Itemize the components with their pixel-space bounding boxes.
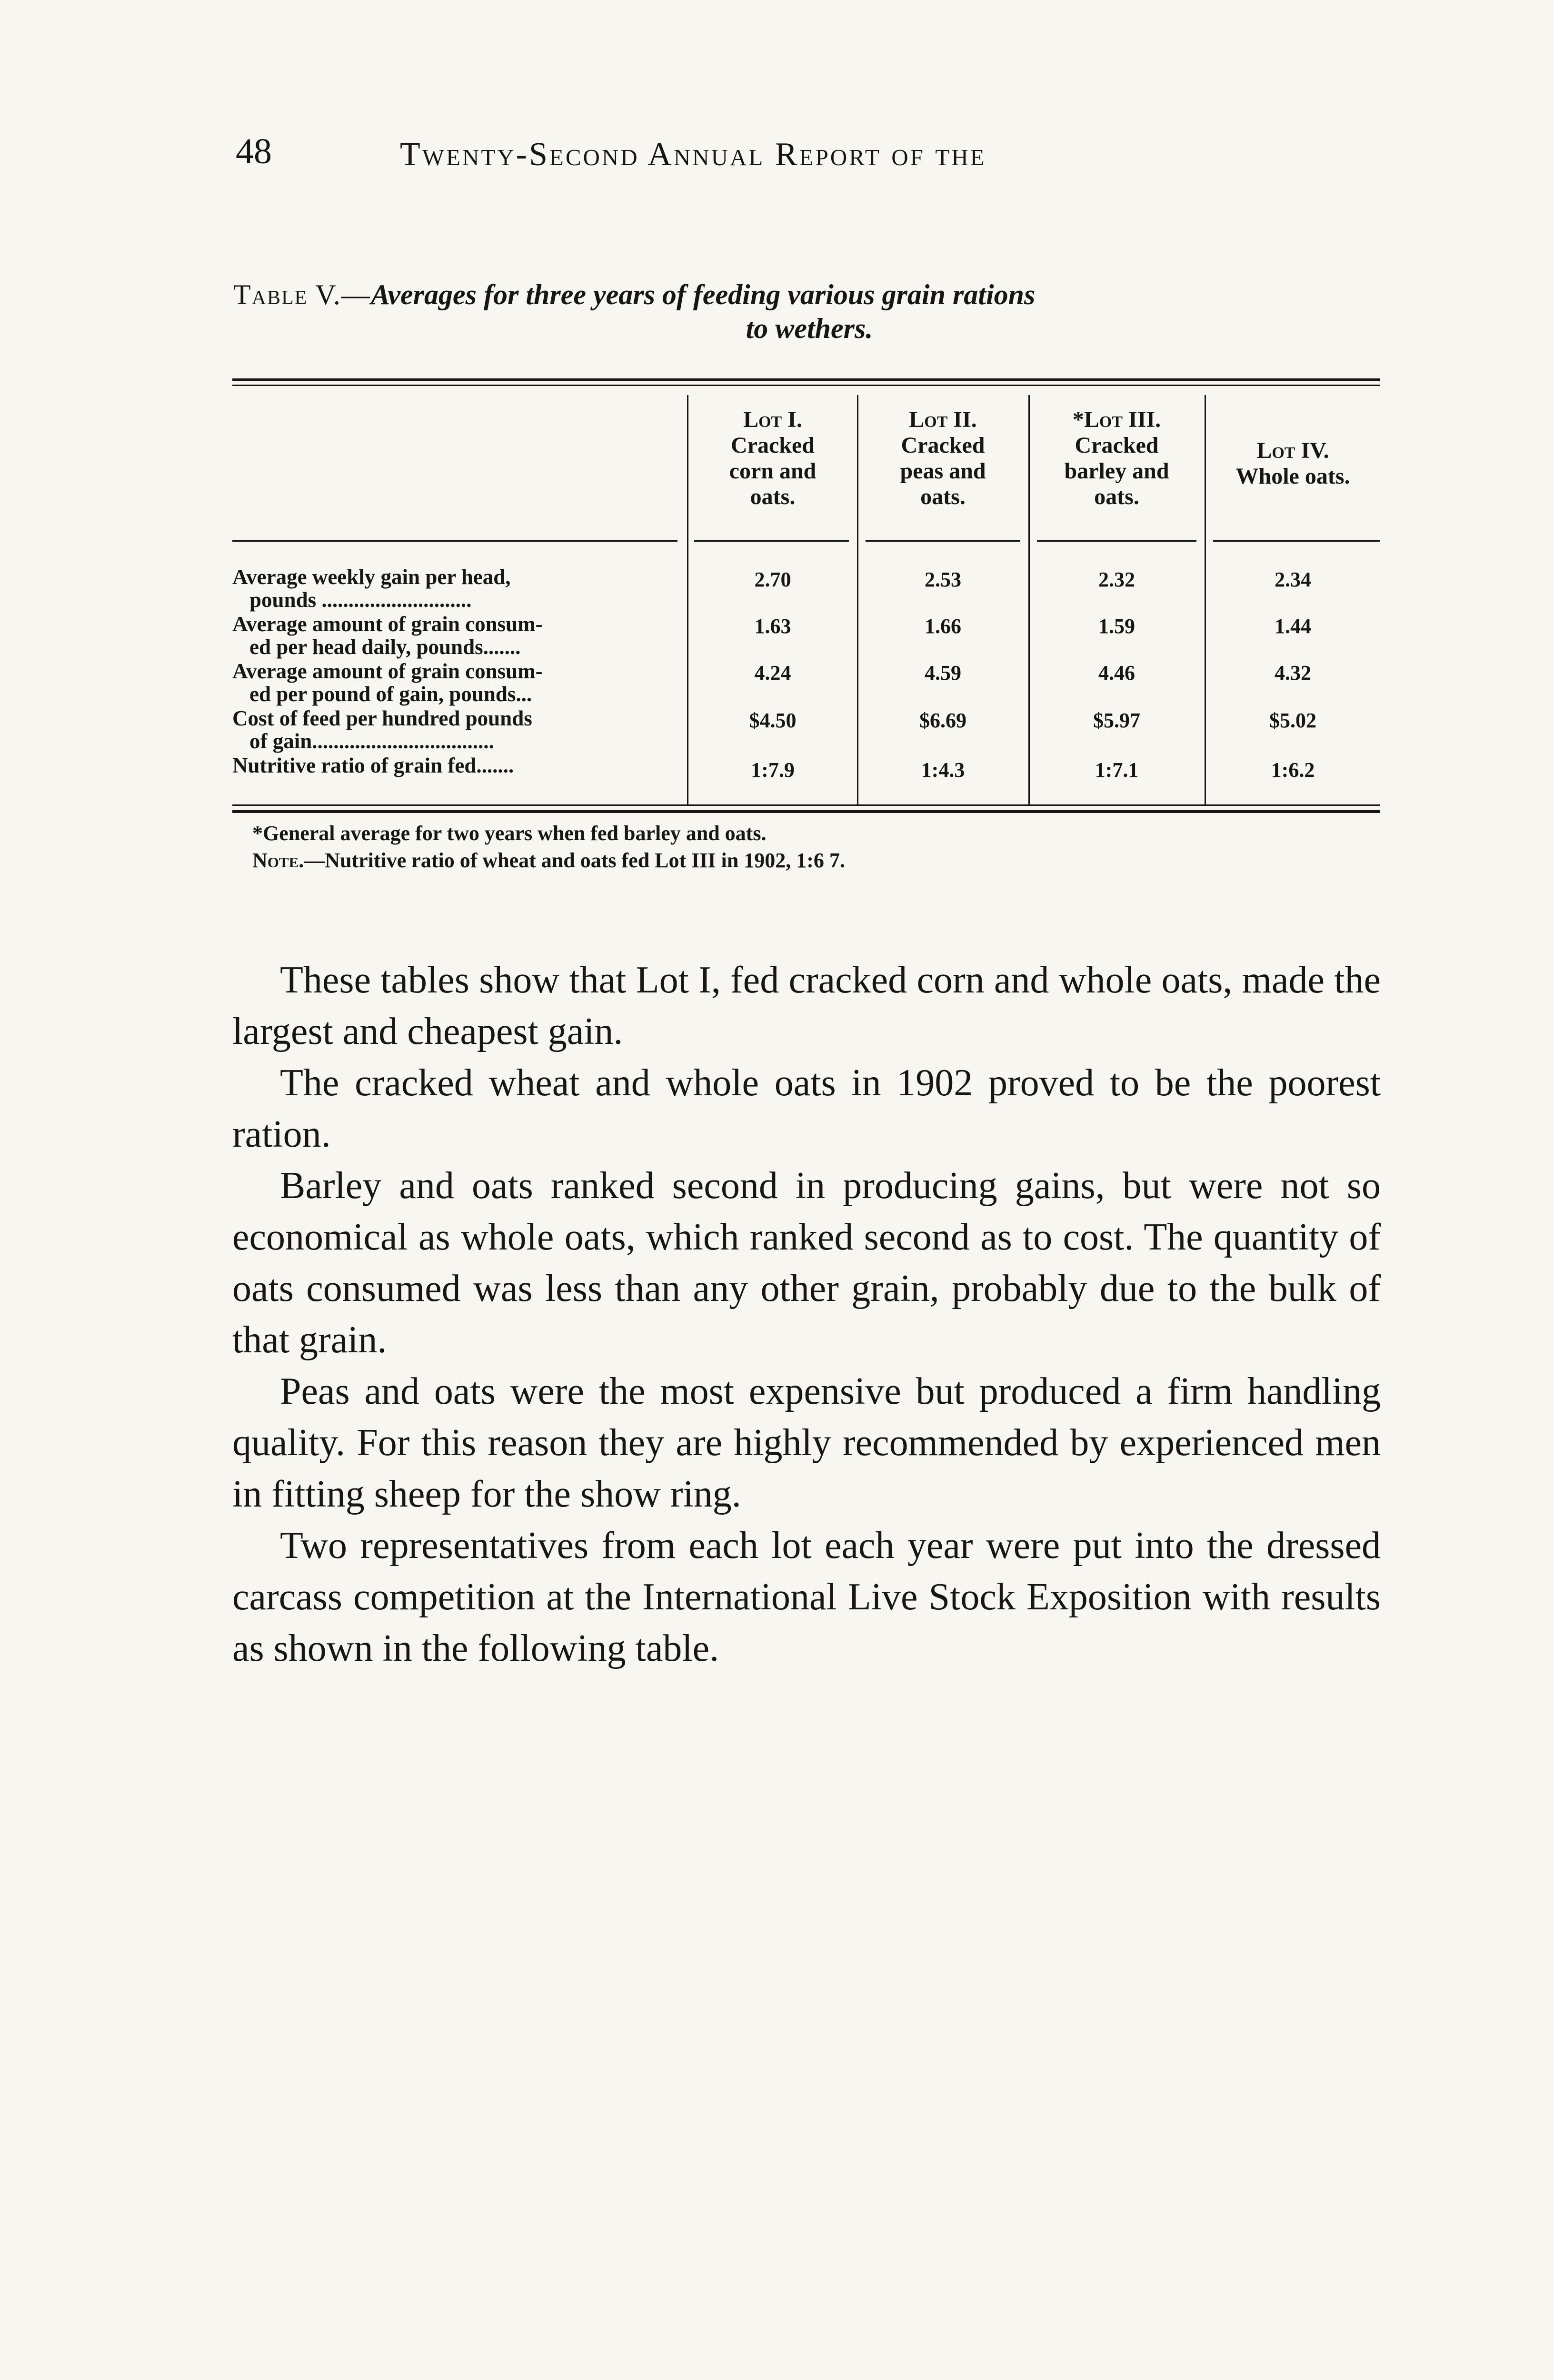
column-header-lot-3 <box>1030 407 1204 510</box>
header-underline <box>694 540 849 542</box>
paragraph: The cracked wheat and whole oats in 1902 proved to be the poorest ration. <box>232 1062 1381 1155</box>
table-cell: 4.46 <box>1098 661 1135 684</box>
column-header-line: oats. <box>750 484 796 509</box>
table-cell: 2.53 <box>925 568 961 591</box>
row-label-line: pounds ............................ <box>249 588 472 612</box>
row-label-line: Cost of feed per hundred pounds <box>232 706 532 730</box>
table-cell: 2.32 <box>1098 568 1135 591</box>
table-cell: $5.97 <box>1093 709 1140 732</box>
column-header-line: Cracked <box>901 433 985 458</box>
column-header-line: Lot II. <box>909 407 977 432</box>
paragraph: Peas and oats were the most expensive but produced a firm handling quality. For this reason they are highly recommended by experienced men in fitting sheep for the show ring. <box>232 1370 1381 1515</box>
column-header-line: *Lot III. <box>1072 407 1161 432</box>
paragraph: Two representatives from each lot each year were put into the dressed carcass competition at the International Live Stock Exposition with results as shown in the following table. <box>232 1525 1381 1669</box>
header-underline <box>866 540 1020 542</box>
column-header-line: barley and <box>1064 458 1169 484</box>
column-header-line: oats. <box>1094 484 1139 509</box>
body-text <box>232 954 1381 1674</box>
table-cell: 1:6.2 <box>1271 758 1315 782</box>
table-cell: $5.02 <box>1269 709 1316 732</box>
table-caption <box>233 278 1385 345</box>
paragraph: These tables show that Lot I, fed cracked corn and whole oats, made the largest and cheapest gain. <box>232 959 1381 1052</box>
row-label-line: Nutritive ratio of grain fed....... <box>232 754 514 777</box>
row-label-grain-per-gain <box>232 660 677 705</box>
column-header-line: oats. <box>920 484 966 509</box>
table-caption-title: Averages for three years of feeding various grain rations <box>370 279 1036 310</box>
column-header-lot-4 <box>1206 438 1380 489</box>
table-caption-title-cont: to wethers. <box>746 313 873 344</box>
row-label-line: Average amount of grain consum- <box>232 612 543 636</box>
row-label-weekly-gain <box>232 565 677 611</box>
table-cell: 1.59 <box>1098 615 1135 638</box>
table-cell: 2.34 <box>1275 568 1311 591</box>
row-label-line: Average amount of grain consum- <box>232 659 543 683</box>
row-label-nutritive-ratio <box>232 754 677 777</box>
table-note-lead: Note. <box>252 849 304 872</box>
column-header-line: Lot I. <box>743 407 802 432</box>
table-cell: 4.32 <box>1275 661 1311 684</box>
column-header-line: Lot IV. <box>1256 438 1329 463</box>
table-cell: $6.69 <box>919 709 966 732</box>
table-footnote: *General average for two years when fed barley and oats. <box>252 822 767 845</box>
table-cell: 2.70 <box>754 568 791 591</box>
column-header-lot-2 <box>858 407 1027 510</box>
table-cell: 4.24 <box>754 661 791 684</box>
table-top-rule-thick <box>232 378 1380 381</box>
column-header-line: Cracked <box>731 433 815 458</box>
column-header-line: peas and <box>900 458 986 484</box>
table-cell: 1.44 <box>1275 615 1311 638</box>
table-cell: 1:4.3 <box>921 758 965 782</box>
header-underline <box>232 540 677 542</box>
table-cell: 1:7.1 <box>1095 758 1139 782</box>
table-cell: 1.63 <box>754 615 791 638</box>
table-bottom-rule-thin <box>232 804 1380 806</box>
table-note-text: —Nutritive ratio of wheat and oats fed Lot III in 1902, 1:6 7. <box>304 849 845 872</box>
page-number: 48 <box>236 131 272 171</box>
table-cell: $4.50 <box>749 709 797 732</box>
header-underline <box>1037 540 1196 542</box>
header-underline <box>1213 540 1380 542</box>
column-header-line: corn and <box>729 458 817 484</box>
row-label-grain-daily <box>232 613 677 658</box>
column-divider <box>687 395 688 804</box>
row-label-line: Average weekly gain per head, <box>232 565 511 589</box>
table-cell: 4.59 <box>925 661 961 684</box>
table-caption-lead: Table V.— <box>233 279 371 310</box>
table-note <box>252 848 845 873</box>
row-label-feed-cost <box>232 707 677 753</box>
paragraph: Barley and oats ranked second in producing gains, but were not so economical as whole oats, which ranked second as to cost. The quantity of oats consumed was less than any other grain, probably due to the bulk of that grain. <box>232 1165 1381 1361</box>
table-top-rule-thin <box>232 385 1380 386</box>
row-label-line: ed per head daily, pounds....... <box>249 635 521 659</box>
running-head: Twenty-Second Annual Report of the <box>400 136 986 173</box>
row-label-line: ed per pound of gain, pounds... <box>249 682 532 706</box>
column-header-line: Cracked <box>1075 433 1159 458</box>
column-header-lot-1 <box>689 407 856 510</box>
table-cell: 1:7.9 <box>751 758 795 782</box>
table-bottom-rule-thick <box>232 810 1380 813</box>
row-label-line: of gain.................................. <box>249 729 494 753</box>
column-header-line: Whole oats. <box>1235 464 1350 489</box>
table-cell: 1.66 <box>925 615 961 638</box>
